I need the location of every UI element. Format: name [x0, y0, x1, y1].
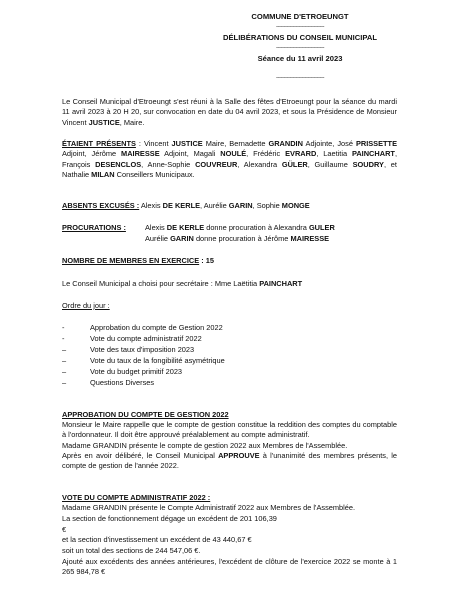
section2-line: La section de fonctionnement dégage un excédent de 201 106,39: [62, 514, 277, 523]
section1-line: Madame GRANDIN présente le compte de gestion 2022 aux Membres de l'Assemblée.: [62, 441, 348, 450]
section1-paragraph: Monsieur le Maire rappelle que le compte de gestion constitue la reddition des comptes du comptable à l'ordonnateur. Il doit être approuvé préalablement au compte administratif.: [62, 420, 397, 440]
agenda-item: Approbation du compte de Gestion 2022: [90, 323, 223, 332]
members-count-label: NOMBRE DE MEMBRES EN EXERCICE: [62, 256, 200, 265]
agenda-item: Vote du taux de la fongibilité asymétrique: [90, 356, 225, 365]
section-title-approbation: APPROBATION DU COMPTE DE GESTION 2022: [62, 410, 229, 419]
agenda-bullet: –: [62, 345, 67, 354]
members-count-value: : 15: [199, 256, 214, 265]
present-label: ÉTAIENT PRÉSENTS: [62, 139, 136, 148]
intro-paragraph: Le Conseil Municipal d'Etroeungt s'est réuni à la Salle des fêtes d'Etroeungt pour la séance du mardi 11 avril 2023 à 20 H 20, sur convocation en date du 04 avril 2023, et sous la Présidence de Monsieur Vincent JUSTICE, Maire.: [62, 97, 397, 127]
agenda-bullet: -: [62, 334, 65, 343]
proxy-line: Aurélie GARIN donne procuration à Jérôme MAIRESSE: [145, 234, 330, 243]
agenda-item: Questions Diverses: [90, 378, 155, 387]
section2-line: Madame GRANDIN présente le Compte Administratif 2022 aux Membres de l'Assemblée.: [62, 503, 356, 512]
section2-line: €: [62, 525, 67, 534]
document-title: DÉLIBÉRATIONS DU CONSEIL MUNICIPAL: [223, 33, 377, 42]
agenda-bullet: -: [62, 323, 65, 332]
session-date: Séance du 11 avril 2023: [257, 54, 343, 63]
section2-line: et la section d'investissement un excédent de 43 440,67 €: [62, 535, 252, 544]
separator-line: --------------------------------: [276, 45, 324, 51]
section2-line: soit un total des sections de 244 547,06 €.: [62, 546, 201, 555]
section-title-compte-administratif: VOTE DU COMPTE ADMINISTRATIF 2022 :: [62, 493, 211, 502]
proxy-line: Alexis DE KERLE donne procuration à Alexandra GULER: [145, 223, 335, 232]
agenda-item: Vote du budget primitif 2023: [90, 367, 183, 376]
separator-line: --------------------------------: [276, 24, 324, 30]
excused-label: ABSENTS EXCUSÉS :: [62, 201, 140, 210]
secretary-line: Le Conseil Municipal a choisi pour secrétaire : Mme Laëtitia PAINCHART: [62, 279, 303, 288]
present-members-paragraph: ÉTAIENT PRÉSENTS : Vincent JUSTICE Maire, Bernadette GRANDIN Adjointe, José PRISSETTE Adjoint, Jérôme MAIRESSE Adjoint, Magali NOULÉ, Frédéric EVRARD, Laetitia PAINCHART, François DESENCLOS, Anne-Sophie COUVREUR, Alexandra GÜLER, Guillaume SOUDRY, et Nathalie MILAN Conseillers Municipaux.: [62, 139, 398, 180]
agenda-bullet: –: [62, 367, 67, 376]
section2-closing-paragraph: Ajouté aux excédents des années antérieures, l'excédent de clôture de l'exercice 2022 se monte à 1 265 984,78 €: [62, 557, 397, 577]
agenda-label: Ordre du jour :: [62, 301, 110, 310]
agenda-item: Vote du compte administratif 2022: [90, 334, 202, 343]
excused-members-line: ABSENTS EXCUSÉS : Alexis DE KERLE, Aurélie GARIN, Sophie MONGE: [62, 201, 310, 210]
agenda-item: Vote des taux d'imposition 2023: [90, 345, 195, 354]
proxies-label: PROCURATIONS :: [62, 223, 126, 232]
section1-decision: Après en avoir délibéré, le Conseil Municipal APPROUVE à l'unanimité des membres présents, le compte de gestion de l'année 2022.: [62, 451, 397, 471]
commune-title: COMMUNE D'ETROEUNGT: [251, 12, 349, 21]
members-count-line: [62, 256, 214, 266]
agenda-bullet: –: [62, 356, 67, 365]
separator-line: --------------------------------: [276, 75, 324, 81]
agenda-bullet: –: [62, 378, 67, 387]
